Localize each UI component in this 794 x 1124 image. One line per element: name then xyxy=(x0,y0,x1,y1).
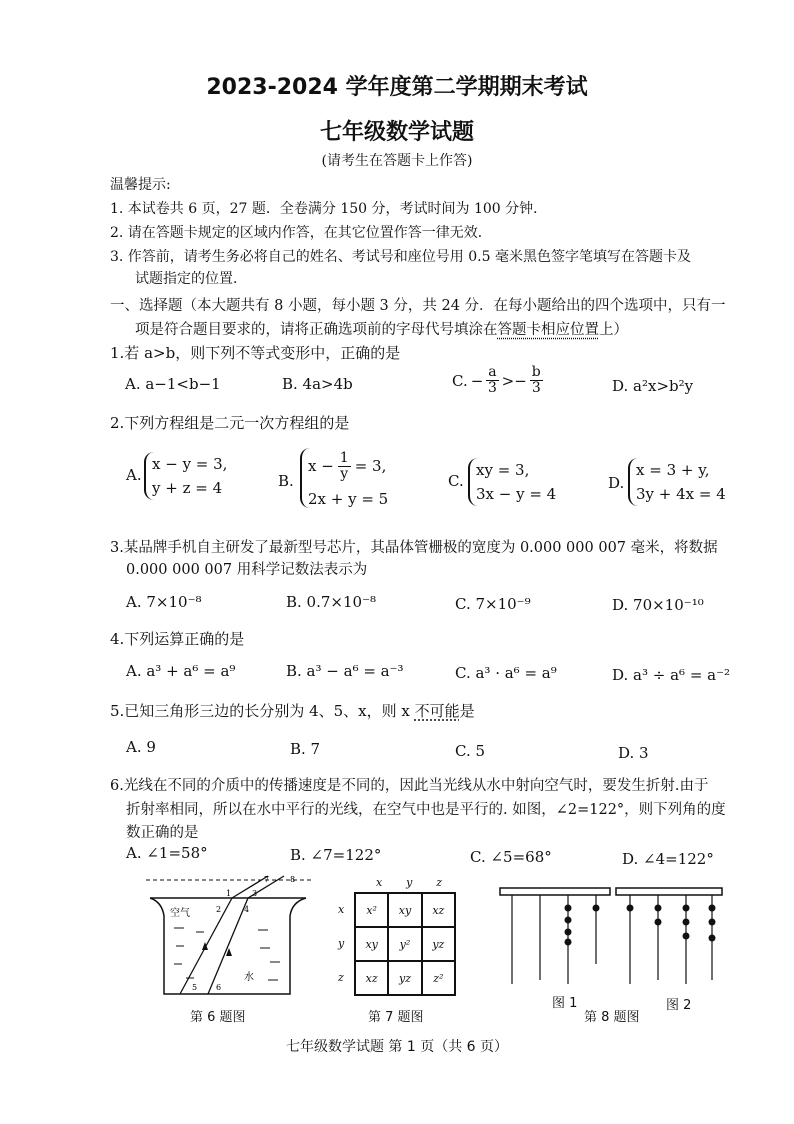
q2-c-label: C. xyxy=(448,472,464,490)
q2-option-a xyxy=(144,452,227,500)
q1-c-frac-1 xyxy=(486,365,498,396)
q1-option-a: A. a−1<b−1 xyxy=(125,375,221,393)
tip-1: 1. 本试卷共 6 页，27 题．全卷满分 150 分，考试时间为 100 分钟． xyxy=(110,201,548,217)
section-1-line-2c: 上） xyxy=(599,322,628,338)
q6-option-d: D. ∠4=122° xyxy=(622,850,714,868)
fig7-cell: yz xyxy=(388,961,421,995)
q1-c-label: C. xyxy=(452,371,468,390)
q2-b-label: B. xyxy=(278,472,294,490)
q2-b-eq-1-left: x − xyxy=(308,457,334,475)
q2-b-eq-1 xyxy=(308,448,388,484)
q1-c-den-2: 3 xyxy=(531,380,541,396)
q3-stem-1: 3.某品牌手机自主研发了最新型号芯片，其晶体管栅极的宽度为 0.000 000 007 毫米，将数据 xyxy=(110,540,718,556)
fig7-cell: xy xyxy=(388,893,421,927)
fig7-row-z: z xyxy=(338,970,344,984)
q5-stem-emphasis: 不可能 xyxy=(414,702,460,720)
fig7-grid xyxy=(354,892,456,996)
q3-option-c: C. 7×10⁻⁹ xyxy=(455,595,531,613)
figure-8-sub-1: 图 1 xyxy=(552,996,578,1011)
q3-stem-2: 0.000 000 007 用科学记数法表示为 xyxy=(126,562,368,578)
fig8-bar-1 xyxy=(500,888,610,895)
q6-stem-2: 折射率相同，所以在水中平行的光线，在空气中也是平行的. 如图，∠2=122°，则下列角的度 xyxy=(126,802,726,818)
section-1-line-1: 一、选择题（本大题共有 8 小题，每小题 3 分，共 24 分．在每小题给出的四个选项中，只有一 xyxy=(110,298,726,314)
q2-d-eq-1: x = 3 + y, xyxy=(636,461,710,479)
exam-title: 2023-2024 学年度第二学期期末考试 xyxy=(206,75,588,100)
q2-c-eq-2: 3x − y = 4 xyxy=(476,485,557,503)
q5-option-c: C. 5 xyxy=(455,742,486,760)
q5-stem xyxy=(110,700,475,721)
fig7-cell: xz xyxy=(355,961,388,995)
fig8-beads-2 xyxy=(627,905,716,942)
figure-6-diagram xyxy=(140,872,320,1002)
fig6-angle-6: 6 xyxy=(216,983,222,992)
q2-b-num: 1 xyxy=(339,449,349,466)
figure-8-sub-2: 图 2 xyxy=(666,998,692,1013)
q6-option-c: C. ∠5=68° xyxy=(470,848,552,866)
q6-option-b: B. ∠7=122° xyxy=(290,846,382,864)
q3-option-b: B. 0.7×10⁻⁸ xyxy=(286,593,376,611)
q1-c-num-2: b xyxy=(531,364,541,380)
q1-stem: 1.若 a>b，则下列不等式变形中，正确的是 xyxy=(110,344,401,362)
fig8-beads-1 xyxy=(565,905,600,946)
exam-note: (请考生在答题卡上作答) xyxy=(321,153,473,169)
q2-b-eq-1-right: = 3, xyxy=(354,457,387,475)
q2-b-frac xyxy=(338,451,351,482)
q1-option-d: D. a²x>b²y xyxy=(612,377,694,395)
fig7-row-heads xyxy=(338,892,352,994)
q1-c-gt: >− xyxy=(501,371,527,390)
fig7-row-x: x xyxy=(338,902,345,916)
fig7-col-z: z xyxy=(436,876,443,889)
q2-d-eq-2: 3y + 4x = 4 xyxy=(636,485,726,503)
tip-3: 3. 作答前，请考生务必将自己的姓名、考试号和座位号用 0.5 毫米黑色签字笔填写在答题卡及 xyxy=(110,249,691,265)
q4-stem: 4.下列运算正确的是 xyxy=(110,630,245,648)
section-1-line-2 xyxy=(135,318,628,339)
fig6-angle-4: 4 xyxy=(244,905,250,914)
fig7-col-y: y xyxy=(406,876,413,889)
tip-2: 2. 请在答题卡规定的区域内作答，在其它位置作答一律无效． xyxy=(110,225,492,241)
tips-heading: 温馨提示: xyxy=(110,177,171,193)
fig7-cell: z² xyxy=(422,961,455,995)
q6-stem-1: 6.光线在不同的介质中的传播速度是不同的，因此当光线从水中射向空气时，要发生折射.由于 xyxy=(110,778,709,794)
fig7-cell: yz xyxy=(422,927,455,961)
fig8-strings-2 xyxy=(630,895,712,984)
fig6-ray-2-water xyxy=(208,898,248,994)
fig7-col-x: x xyxy=(375,876,383,889)
q2-a-eq-1: x − y = 3, xyxy=(152,455,228,473)
q4-option-b: B. a³ − a⁶ = a⁻³ xyxy=(286,662,404,680)
q2-b-eq-2: 2x + y = 5 xyxy=(308,490,389,508)
fig6-angle-5: 5 xyxy=(192,983,198,992)
q6-option-a: A. ∠1=58° xyxy=(126,844,208,862)
page-footer: 七年级数学试题 第 1 页（共 6 页） xyxy=(285,1039,509,1055)
fig6-angle-8: 8 xyxy=(290,875,296,884)
q2-stem: 2.下列方程组是二元一次方程组的是 xyxy=(110,414,350,432)
figure-8-diagram xyxy=(496,884,726,994)
q4-option-d: D. a³ ÷ a⁶ = a⁻² xyxy=(612,666,731,684)
fig6-angle-2: 2 xyxy=(216,905,222,914)
q5-option-d: D. 3 xyxy=(618,744,649,762)
q2-c-eq-1: xy = 3, xyxy=(476,461,530,479)
figure-7-caption: 第 7 题图 xyxy=(368,1010,424,1025)
q2-a-eq-2: y + z = 4 xyxy=(152,479,223,497)
fig7-cell: xy xyxy=(355,927,388,961)
section-1-line-2a: 项是符合题目要求的，请将正确选项前的字母代号填涂在 xyxy=(135,322,498,338)
q2-option-c xyxy=(468,458,556,506)
fig6-angle-1: 1 xyxy=(226,889,232,898)
q2-a-label: A. xyxy=(126,466,142,484)
fig6-angle-7: 7 xyxy=(264,875,270,884)
q2-d-label: D. xyxy=(608,474,625,492)
q1-c-minus: − xyxy=(470,371,484,390)
exam-subject: 七年级数学试题 xyxy=(319,120,474,145)
fig6-water-label: 水 xyxy=(244,972,254,983)
fig7-cell: xz xyxy=(422,893,455,927)
fig7-cell: y² xyxy=(388,927,421,961)
q2-b-den: y xyxy=(340,465,349,482)
figure-8-caption: 第 8 题图 xyxy=(584,1010,640,1025)
q3-option-d: D. 70×10⁻¹⁰ xyxy=(612,596,704,614)
figure-6-caption: 第 6 题图 xyxy=(190,1010,246,1025)
fig8-strings-1 xyxy=(512,895,596,984)
q1-option-c xyxy=(452,365,543,396)
fig8-bar-2 xyxy=(616,888,722,895)
q1-option-b: B. 4a>4b xyxy=(282,375,353,393)
q5-stem-c: 是 xyxy=(459,702,475,720)
q1-c-frac-2 xyxy=(530,365,543,396)
fig7-col-heads xyxy=(364,876,454,889)
q1-c-num-1: a xyxy=(488,364,497,380)
section-1-emphasis: 答题卡相应位置 xyxy=(497,322,599,338)
q5-option-a: A. 9 xyxy=(126,738,156,756)
q5-stem-a: 5.已知三角形三边的长分别为 4、5、x，则 x xyxy=(110,702,415,720)
fig7-cell: x² xyxy=(355,893,388,927)
figure-7-table xyxy=(338,876,456,1000)
q6-stem-3: 数正确的是 xyxy=(126,825,199,841)
q2-option-d xyxy=(628,458,726,506)
fig6-air-label: 空气 xyxy=(170,908,190,919)
q1-c-den-1: 3 xyxy=(488,380,497,396)
q4-option-a: A. a³ + a⁶ = a⁹ xyxy=(126,662,236,680)
q5-option-b: B. 7 xyxy=(290,740,321,758)
fig6-ray-1-air xyxy=(232,876,268,898)
q3-option-a: A. 7×10⁻⁸ xyxy=(126,593,202,611)
fig7-row-y: y xyxy=(338,936,345,950)
tip-3-cont: 试题指定的位置． xyxy=(135,271,247,287)
q2-option-b xyxy=(300,448,388,508)
fig6-angle-3: 3 xyxy=(252,889,258,898)
q4-option-c: C. a³ · a⁶ = a⁹ xyxy=(455,664,557,682)
